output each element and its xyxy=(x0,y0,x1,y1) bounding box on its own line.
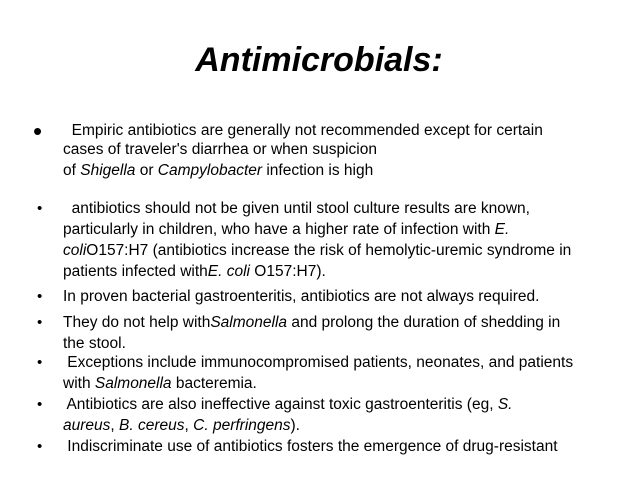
text-segment: patients infected with xyxy=(63,263,208,280)
text-segment: Antibiotics are also ineffective against toxic gastroenteritis (eg, xyxy=(63,396,498,413)
italic-text: coli xyxy=(63,242,87,259)
text-segment: and prolong the duration of shedding in xyxy=(287,314,561,331)
text-segment: Empiric antibiotics are generally not recommended except for certain xyxy=(63,122,543,139)
text-segment: In proven bacterial gastroenteritis, antibiotics are not always required. xyxy=(63,288,540,305)
italic-text: Campylobacter xyxy=(157,162,263,179)
italic-text: E. coli xyxy=(207,263,250,280)
text-segment: Indiscriminate use of antibiotics fosters the emergence of drug-resistant xyxy=(63,438,558,455)
bullet-marker: • xyxy=(37,200,43,217)
text-segment: , xyxy=(184,417,194,434)
italic-text: B. cereus xyxy=(119,417,185,434)
bullet-line xyxy=(63,286,623,307)
text-segment: cases of traveler's diarrhea or when suspicion xyxy=(63,141,377,158)
italic-text: Shigella xyxy=(80,162,136,179)
italic-text: E. xyxy=(494,221,510,238)
bullet-line xyxy=(63,312,623,333)
text-segment: O157:H7 (antibiotics increase the risk of hemolytic-uremic syndrome in xyxy=(86,242,572,259)
text-segment: They do not help with xyxy=(63,314,211,331)
text-segment: of xyxy=(63,162,81,179)
slide-title: Antimicrobials: xyxy=(195,41,443,79)
text-segment: ). xyxy=(290,417,300,434)
bullet-line xyxy=(63,436,623,457)
bullet-marker: • xyxy=(37,314,43,331)
bullet-line xyxy=(63,139,623,160)
text-segment: O157:H7). xyxy=(249,263,326,280)
bullet-line xyxy=(63,261,623,282)
text-segment: the stool. xyxy=(63,335,126,352)
bullet-line xyxy=(63,333,623,354)
bullet-marker: • xyxy=(37,288,43,305)
bullet-line xyxy=(63,120,623,141)
bullet-line xyxy=(63,160,623,181)
bullet-marker: • xyxy=(33,116,43,146)
bullet-marker: • xyxy=(37,438,43,455)
italic-text: C. perfringens xyxy=(193,417,291,434)
bullet-line xyxy=(63,219,623,240)
italic-text: Salmonella xyxy=(210,314,288,331)
bullet-line xyxy=(63,415,623,436)
text-segment: particularly in children, who have a higher rate of infection with xyxy=(63,221,495,238)
text-segment: , xyxy=(110,417,120,434)
text-segment: with xyxy=(63,375,95,392)
bullet-line xyxy=(63,352,623,373)
text-segment: antibiotics should not be given until stool culture results are known, xyxy=(63,200,530,217)
bullet-marker: • xyxy=(37,396,43,413)
bullet-line xyxy=(63,240,623,261)
text-segment: Exceptions include immunocompromised patients, neonates, and patients xyxy=(63,354,574,371)
bullet-line xyxy=(63,373,623,394)
bullet-line xyxy=(63,394,623,415)
bullet-line xyxy=(63,198,623,219)
bullet-marker: • xyxy=(37,354,43,371)
italic-text: S. xyxy=(497,396,513,413)
italic-text: aureus xyxy=(63,417,111,434)
text-segment: or xyxy=(135,162,158,179)
italic-text: Salmonella xyxy=(94,375,172,392)
text-segment: infection is high xyxy=(262,162,374,179)
text-segment: bacteremia. xyxy=(171,375,257,392)
